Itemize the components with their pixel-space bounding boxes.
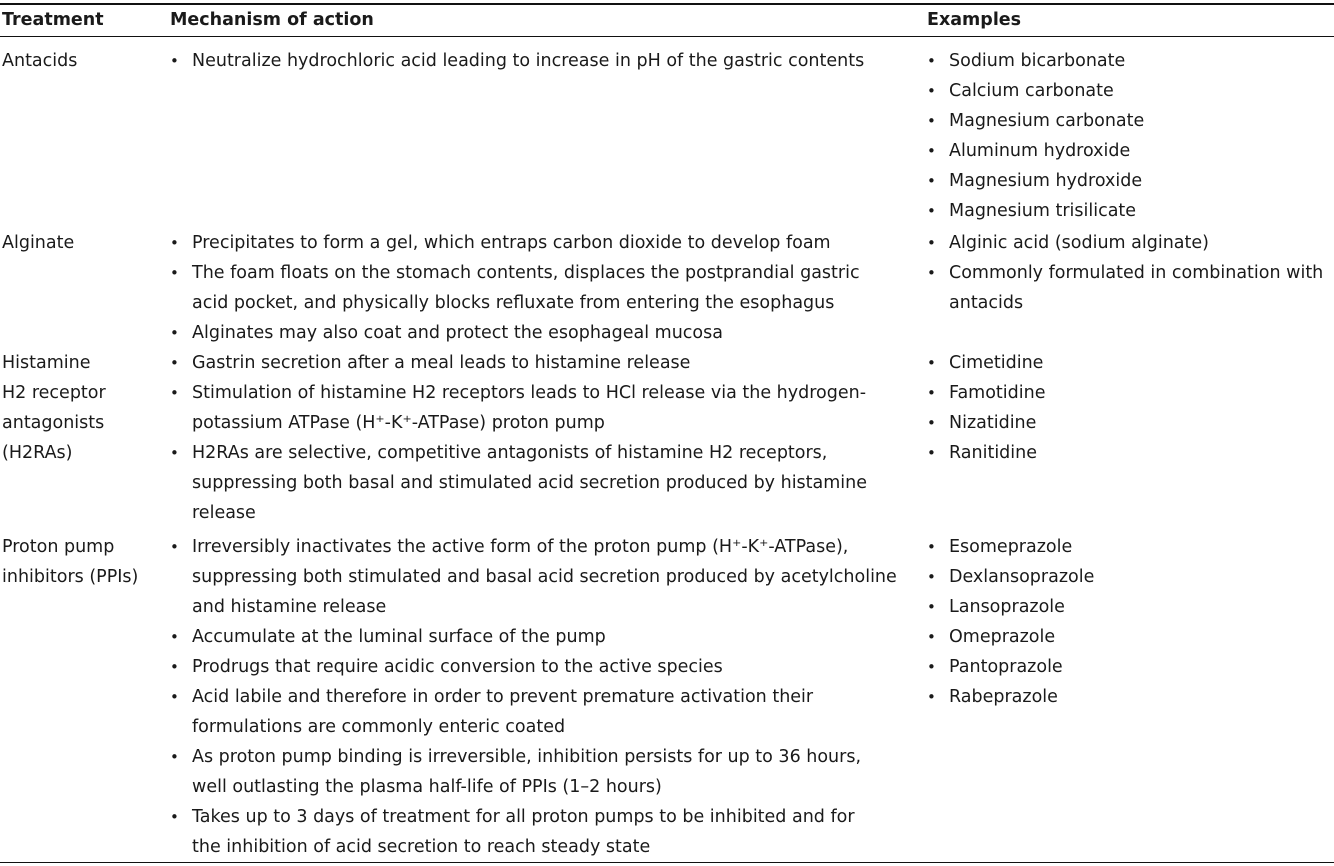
example-text: Magnesium trisilicate: [949, 201, 1137, 221]
example-item: [927, 592, 1334, 622]
example-text: Calcium carbonate: [949, 81, 1114, 101]
bullet-icon: •: [170, 628, 179, 646]
mechanism-text: release: [192, 503, 256, 523]
header-rule: [0, 36, 1334, 37]
mechanism-item: [170, 46, 915, 76]
mechanism-item: [170, 348, 915, 378]
example-item: [927, 228, 1334, 258]
bullet-icon: •: [170, 324, 179, 342]
bullet-icon: •: [927, 354, 936, 372]
example-text: Famotidine: [949, 383, 1046, 403]
example-item: [927, 106, 1334, 136]
mechanism-text: Alginates may also coat and protect the esophageal mucosa: [192, 323, 723, 343]
mechanism-text: potassium ATPase (H⁺-K⁺-ATPase) proton pump: [192, 413, 605, 433]
mechanism-text: and histamine release: [192, 597, 387, 617]
header-treatment: Treatment: [2, 10, 104, 30]
treatment-cell: [2, 228, 162, 258]
example-text: Omeprazole: [949, 627, 1056, 647]
mechanism-text: Accumulate at the luminal surface of the pump: [192, 627, 606, 647]
mechanism-item: [170, 378, 915, 438]
mechanism-text: The foam floats on the stomach contents, displaces the postprandial gastric: [192, 263, 860, 283]
example-text: antacids: [949, 293, 1024, 313]
mechanism-list: [170, 46, 915, 76]
mechanism-text: Acid labile and therefore in order to prevent premature activation their: [192, 687, 814, 707]
mechanism-item: [170, 742, 915, 802]
treatment-text: (H2RAs): [2, 443, 73, 463]
example-text: Dexlansoprazole: [949, 567, 1095, 587]
bullet-icon: •: [927, 82, 936, 100]
bullet-icon: •: [170, 688, 179, 706]
bullet-icon: •: [170, 234, 179, 252]
bullet-icon: •: [170, 264, 179, 282]
mechanism-text: suppressing both stimulated and basal acid secretion produced by acetylcholine: [192, 567, 897, 587]
example-item: [927, 438, 1334, 468]
mechanism-text: well outlasting the plasma half-life of PPIs (1–2 hours): [192, 777, 662, 797]
mechanism-item: [170, 532, 915, 622]
mechanism-text: Irreversibly inactivates the active form of the proton pump (H⁺-K⁺-ATPase),: [192, 537, 849, 557]
mechanism-item: [170, 258, 915, 318]
bullet-icon: •: [170, 354, 179, 372]
bullet-icon: •: [927, 598, 936, 616]
bullet-icon: •: [170, 748, 179, 766]
mechanism-text: Takes up to 3 days of treatment for all proton pumps to be inhibited and for: [192, 807, 855, 827]
mechanism-item: [170, 652, 915, 682]
example-text: Pantoprazole: [949, 657, 1063, 677]
mechanism-text: the inhibition of acid secretion to reach steady state: [192, 837, 651, 857]
mechanism-item: [170, 622, 915, 652]
mechanism-list: [170, 348, 915, 528]
treatment-cell: [2, 532, 162, 592]
example-item: [927, 562, 1334, 592]
bullet-icon: •: [927, 688, 936, 706]
mechanism-text: Precipitates to form a gel, which entraps carbon dioxide to develop foam: [192, 233, 831, 253]
example-text: Sodium bicarbonate: [949, 51, 1126, 71]
treatment-text: H2 receptor: [2, 383, 106, 403]
treatment-text: Alginate: [2, 233, 75, 253]
treatment-cell: [2, 46, 162, 76]
example-text: Ranitidine: [949, 443, 1038, 463]
bullet-icon: •: [170, 52, 179, 70]
treatment-cell: [2, 348, 162, 468]
mechanism-text: H2RAs are selective, competitive antagonists of histamine H2 receptors,: [192, 443, 828, 463]
bullet-icon: •: [927, 264, 936, 282]
header-mechanism: Mechanism of action: [170, 10, 374, 30]
example-item: [927, 532, 1334, 562]
mechanism-text: Stimulation of histamine H2 receptors leads to HCl release via the hydrogen-: [192, 383, 867, 403]
bullet-icon: •: [927, 52, 936, 70]
treatment-text: antagonists: [2, 413, 105, 433]
bullet-icon: •: [927, 658, 936, 676]
example-text: Magnesium carbonate: [949, 111, 1145, 131]
example-item: [927, 166, 1334, 196]
bullet-icon: •: [927, 172, 936, 190]
mechanism-item: [170, 802, 915, 862]
bullet-icon: •: [927, 234, 936, 252]
example-text: Esomeprazole: [949, 537, 1073, 557]
treatment-text: Histamine: [2, 353, 91, 373]
example-list: [927, 348, 1334, 468]
treatment-text: Proton pump: [2, 537, 115, 557]
treatment-text: inhibitors (PPIs): [2, 567, 139, 587]
mechanism-text: Prodrugs that require acidic conversion to the active species: [192, 657, 723, 677]
treatment-text: Antacids: [2, 51, 78, 71]
example-item: [927, 46, 1334, 76]
bullet-icon: •: [927, 384, 936, 402]
example-item: [927, 408, 1334, 438]
example-item: [927, 622, 1334, 652]
bullet-icon: •: [927, 628, 936, 646]
bullet-icon: •: [170, 444, 179, 462]
example-text: Alginic acid (sodium alginate): [949, 233, 1209, 253]
mechanism-item: [170, 228, 915, 258]
bullet-icon: •: [927, 202, 936, 220]
example-item: [927, 136, 1334, 166]
mechanism-list: [170, 228, 915, 348]
example-item: [927, 378, 1334, 408]
bullet-icon: •: [927, 414, 936, 432]
bullet-icon: •: [170, 658, 179, 676]
top-rule: [0, 3, 1334, 5]
bullet-icon: •: [927, 568, 936, 586]
example-list: [927, 532, 1334, 712]
bullet-icon: •: [927, 444, 936, 462]
example-text: Magnesium hydroxide: [949, 171, 1143, 191]
bullet-icon: •: [170, 384, 179, 402]
example-text: Lansoprazole: [949, 597, 1065, 617]
mechanism-item: [170, 438, 915, 528]
example-text: Aluminum hydroxide: [949, 141, 1131, 161]
bullet-icon: •: [927, 112, 936, 130]
example-item: [927, 76, 1334, 106]
mechanism-text: Neutralize hydrochloric acid leading to increase in pH of the gastric contents: [192, 51, 865, 71]
bullet-icon: •: [170, 808, 179, 826]
example-list: [927, 228, 1334, 318]
example-text: Rabeprazole: [949, 687, 1058, 707]
bullet-icon: •: [170, 538, 179, 556]
example-item: [927, 652, 1334, 682]
example-item: [927, 348, 1334, 378]
bullet-icon: •: [927, 142, 936, 160]
mechanism-item: [170, 682, 915, 742]
mechanism-text: suppressing both basal and stimulated acid secretion produced by histamine: [192, 473, 868, 493]
bottom-rule: [0, 862, 1334, 863]
mechanism-text: Gastrin secretion after a meal leads to histamine release: [192, 353, 691, 373]
mechanism-text: As proton pump binding is irreversible, inhibition persists for up to 36 hours,: [192, 747, 862, 767]
bullet-icon: •: [927, 538, 936, 556]
mechanism-text: formulations are commonly enteric coated: [192, 717, 566, 737]
example-item: [927, 682, 1334, 712]
mechanism-list: [170, 532, 915, 862]
example-item: [927, 258, 1334, 318]
example-list: [927, 46, 1334, 226]
header-examples: Examples: [927, 10, 1022, 30]
example-text: Commonly formulated in combination with: [949, 263, 1324, 283]
mechanism-item: [170, 318, 915, 348]
mechanism-text: acid pocket, and physically blocks refluxate from entering the esophagus: [192, 293, 835, 313]
example-text: Nizatidine: [949, 413, 1037, 433]
example-text: Cimetidine: [949, 353, 1044, 373]
example-item: [927, 196, 1334, 226]
